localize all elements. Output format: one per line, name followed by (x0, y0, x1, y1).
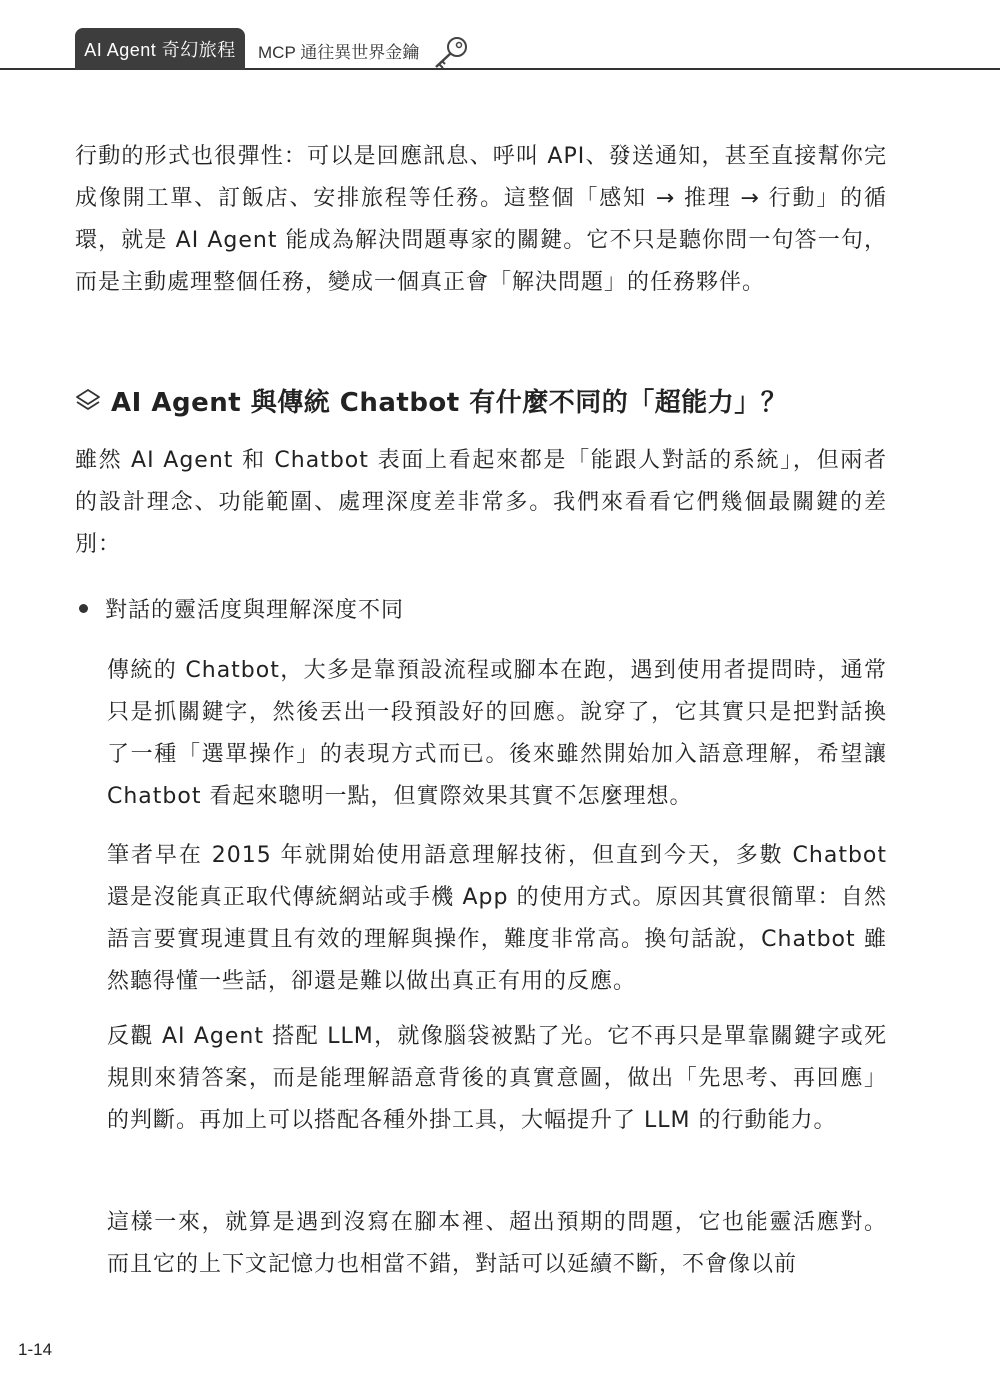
intro-paragraph: 行動的形式也很彈性：可以是回應訊息、呼叫 API、發送通知，甚至直接幫你完成像開工單、訂飯店、安排旅程等任務。這整個「感知 → 推理 → 行動」的循環，就是 AI Agent 能成為解決問題專家的關鍵。它不只是聽你問一句答一句，而是主動處理整個任務，變成一個真正會「解決問題」的任務夥伴。 (75, 144, 887, 295)
section-heading (75, 378, 787, 422)
bullet-title: 對話的靈活度與理解深度不同 (105, 597, 405, 623)
section-title: AI Agent 與傳統 Chatbot 有什麼不同的「超能力」？ (111, 387, 788, 418)
bullet-dot-icon (79, 604, 88, 613)
book-title-tab: AI Agent 奇幻旅程 (75, 28, 245, 70)
body-paragraph: 反觀 AI Agent 搭配 LLM，就像腦袋被點了光。它不再只是單靠關鍵字或死規則來猜答案，而是能理解語意背後的真實意圖，做出「先思考、再回應」的判斷。再加上可以搭配各種外掛工具，大幅提升了 LLM 的行動能力。 (107, 1024, 887, 1133)
layers-icon (75, 387, 101, 413)
section-lead-paragraph: 雖然 AI Agent 和 Chatbot 表面上看起來都是「能跟人對話的系統」，但兩者的設計理念、功能範圍、處理深度差非常多。我們來看看它們幾個最關鍵的差別： (75, 448, 887, 557)
bullet-item (75, 588, 404, 628)
body-paragraph: 筆者早在 2015 年就開始使用語意理解技術，但直到今天，多數 Chatbot 還是沒能真正取代傳統網站或手機 App 的使用方式。原因其實很簡單：自然語言要實現連貫且有效的理解與操作，難度非常高。換句話說，Chatbot 雖然聽得懂一些話，卻還是難以做出真正有用的反應。 (107, 843, 887, 994)
body-paragraph: 傳統的 Chatbot，大多是靠預設流程或腳本在跑，遇到使用者提問時，通常只是抓關鍵字，然後丟出一段預設好的回應。說穿了，它其實只是把對話換了一種「選單操作」的表現方式而已。後來雖然開始加入語意理解，希望讓 Chatbot 看起來聰明一點，但實際效果其實不怎麼理想。 (107, 658, 887, 809)
key-icon (430, 34, 470, 70)
chapter-subtitle: MCP 通往異世界金鑰 (258, 43, 420, 62)
page-number: 1-14 (18, 1340, 53, 1359)
body-paragraph: 這樣一來，就算是遇到沒寫在腳本裡、超出預期的問題，它也能靈活應對。而且它的上下文記憶力也相當不錯，對話可以延續不斷，不會像以前 (107, 1210, 887, 1277)
